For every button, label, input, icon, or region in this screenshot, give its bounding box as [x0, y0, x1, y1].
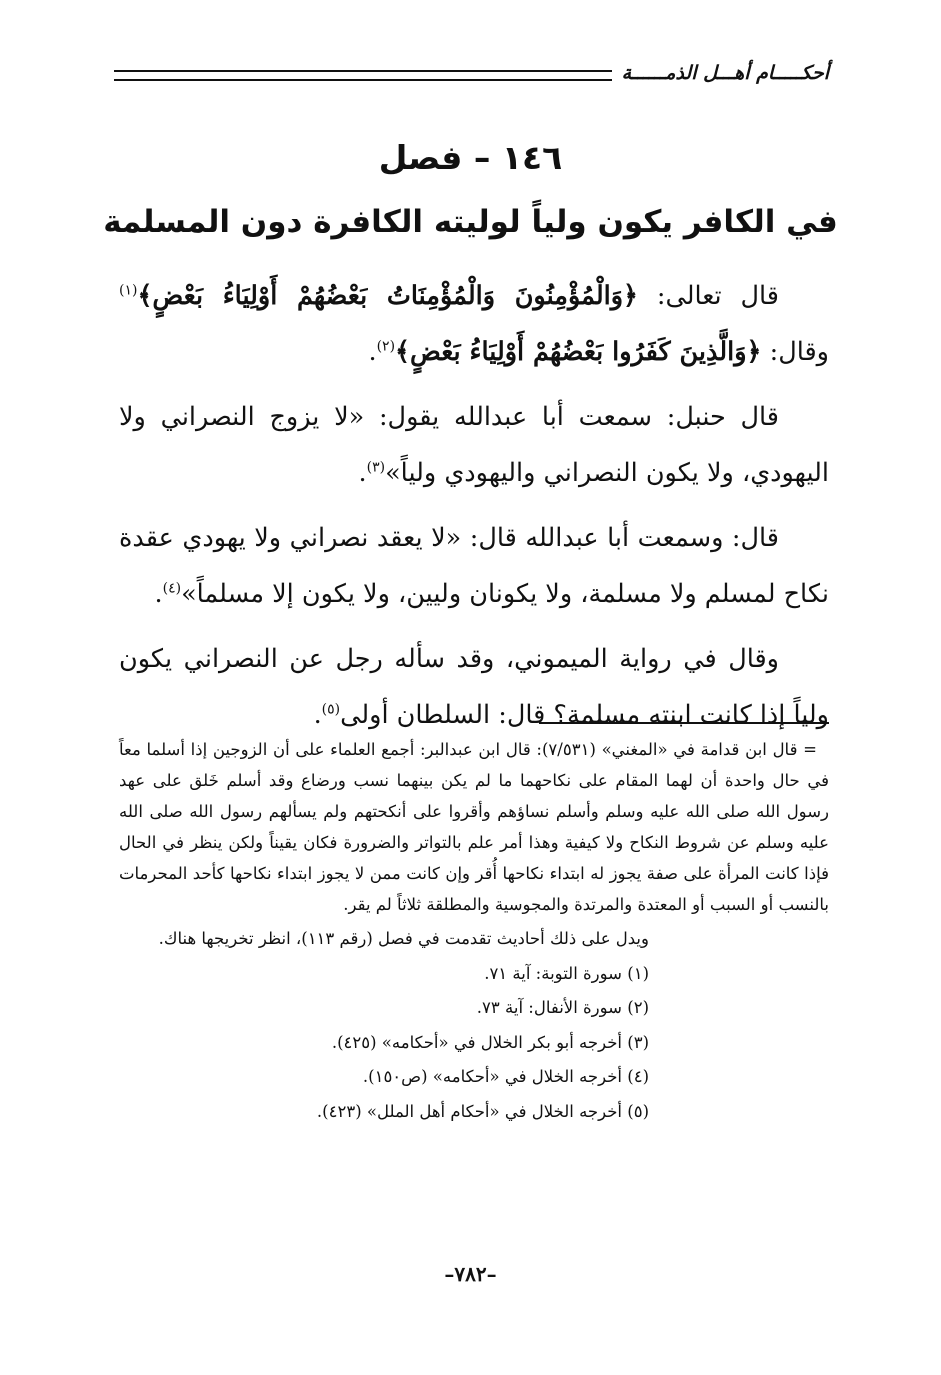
p2-end: .	[358, 458, 367, 488]
p1-mid: وقال:	[761, 337, 829, 367]
footnote-1: (١) سورة التوبة: آية ٧١.	[484, 963, 649, 983]
footnote-ref-3: (٣)	[366, 459, 386, 476]
paragraph-1	[119, 268, 829, 380]
footnote-ref-4: (٤)	[162, 580, 182, 597]
footnote-4: (٤) أخرجه الخلال في «أحكامه» (ص١٥٠).	[362, 1067, 649, 1086]
p4-text: وقال في رواية الميموني، وقد سأله رجل عن النصراني يكون ولياً إذا كانت ابنته مسلمة؟ قال: السلطان أولى	[119, 644, 829, 730]
footnote-ref-1: (١)	[119, 282, 138, 299]
footnote-tail: ويدل على ذلك أحاديث تقدمت في فصل (رقم ١١٣)، انظر تخريجها هناك.	[158, 929, 649, 948]
footnote-3: (٣) أخرجه أبو بكر الخلال في «أحكامه» (٤٢٥).	[331, 1032, 649, 1052]
p3-text: قال: وسمعت أبا عبدالله قال: «لا يعقد نصراني ولا يهودي عقدة نكاح لمسلم ولا مسلمة، ولا يكونان وليين، ولا يكون إلا مسلماً»	[119, 523, 829, 609]
running-header	[114, 58, 829, 88]
p3-end: .	[154, 579, 163, 609]
footnote-continuation: = قال ابن قدامة في «المغني» (٧/٥٣١): قال ابن عبدالبر: أجمع العلماء على أن الزوجين إذا أسلما معاً في حال واحدة أن لهما المقام على نكاحهما ما لم يكن بينهما نسب ورضاع وقد أسلم خَلق على عهد رسول الله صلى الله عليه وسلم وأسلم نساؤهم وأقروا على أنكحتهم ولم يسألهم رسول الله صلى الله عليه وسلم عن شروط النكاح ولا كيفية وهذا أمر علم بالتواتر والضرورة فكان يقيناً ولكن ينظر في الحال فإذا كانت المرأة على صفة يجوز له ابتداء نكاحها أُقر وإن كانت ممن لا يجوز ابتداء نكاحها كأحد المحرمات بالنسب أو السبب أو المعتدة والمرتدة والمجوسية والمطلقة ثلاثاً لم يقر.	[119, 740, 829, 914]
footnote-2: (٢) سورة الأنفال: آية ٧٣.	[476, 998, 649, 1017]
footnote-ref-5: (٥)	[321, 701, 341, 718]
p2-text: قال حنبل: سمعت أبا عبدالله يقول: «لا يزوج النصراني ولا اليهودي، ولا يكون النصراني واليهودي ولياً»	[119, 402, 829, 488]
quran-verse-1: ﴿وَالْمُؤْمِنُونَ وَالْمُؤْمِنَاتُ بَعْضُهُمْ أَوْلِيَاءُ بَعْضٍ﴾	[137, 281, 638, 311]
footnotes	[119, 734, 829, 1127]
footnote-5: (٥) أخرجه الخلال في «أحكام أهل الملل» (٤٢٣).	[316, 1101, 649, 1121]
paragraph-2	[119, 389, 829, 501]
paragraph-4	[119, 631, 829, 743]
page-number: –٧٨٢–	[444, 1262, 497, 1286]
running-title: أحكـــــام أهـــل الذمــــــة	[621, 62, 829, 84]
main-text	[119, 268, 829, 752]
footnote-ref-2: (٢)	[376, 338, 396, 355]
footnote-separator	[539, 722, 829, 724]
chapter-number: ١٤٦ – فصل	[378, 138, 563, 177]
p1-prefix: قال تعالى:	[637, 281, 779, 311]
header-double-rule	[114, 70, 612, 81]
paragraph-3	[119, 510, 829, 622]
p1-end: .	[368, 337, 377, 367]
p4-end: .	[313, 700, 322, 730]
quran-verse-2: ﴿وَالَّذِينَ كَفَرُوا بَعْضُهُمْ أَوْلِيَاءُ بَعْضٍ﴾	[395, 337, 762, 367]
chapter-title: في الكافر يكون ولياً لوليته الكافرة دون المسلمة	[103, 204, 838, 240]
